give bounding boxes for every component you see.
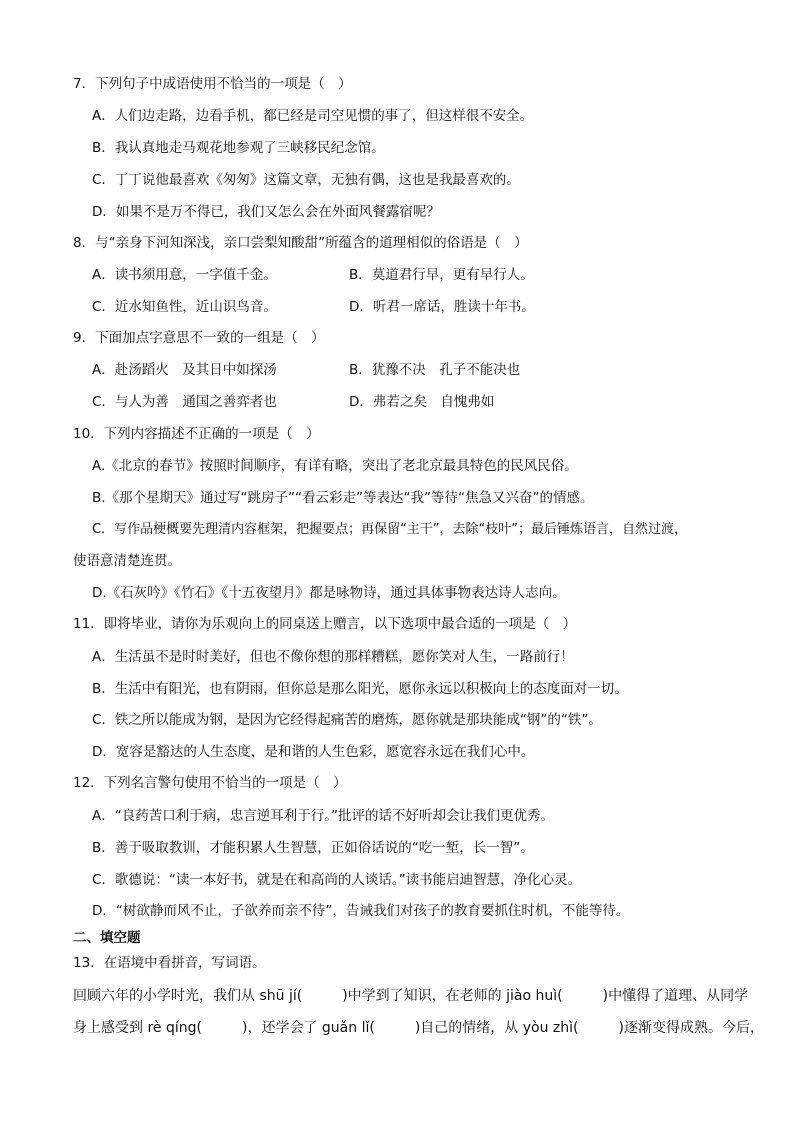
question-8-option-c: C．近水知鱼性，近山识鸟音。 (92, 299, 277, 315)
question-13-stem: 13．在语境中看拼音，写词语。 (73, 955, 266, 971)
question-10-option-b: B.《那个星期天》通过写“跳房子”“看云彩走”等表达“我”等待“焦急又兴奋”的情感。 (92, 490, 594, 506)
question-8-option-d: D．听君一席话，胜读十年书。 (349, 299, 535, 315)
question-7-option-b: B．我认真地走马观花地参观了三峡移民纪念馆。 (92, 140, 385, 156)
question-10-option-d: D.《石灰吟》《竹石》《十五夜望月》都是咏物诗，通过具体事物表达诗人志向。 (92, 585, 566, 601)
question-10-option-c: C．写作品梗概要先理清内容框架，把握要点；再保留“主干”，去除“枝叶”；最后锤炼语言，自然过渡， (92, 522, 688, 537)
section-heading-fill-in: 二、填空题 (73, 930, 141, 946)
paragraph-text: 身上感受到 (73, 1020, 143, 1036)
paragraph-text: 中懂得了道理、从同学 (608, 988, 749, 1004)
paragraph-text: ，还学会了 (247, 1020, 318, 1036)
question-7-option-a: A．人们边走路，边看手机，都已经是司空见惯的事了，但这样很不安全。 (92, 108, 534, 124)
question-11-option-d: D．宽容是豁达的人生态度，是和谐的人生色彩，愿宽容永远在我们心中。 (92, 744, 535, 760)
question-7-option-d: D．如果不是万不得已，我们又怎么会在外面风餐露宿呢？ (92, 204, 440, 220)
question-13-paragraph-line-2: 身上感受到 rè qíng( )，还学会了 guǎn lǐ( )自己的情绪，从 yòu zhì( )逐渐变得成熟。今后， (73, 1020, 764, 1036)
pinyin-jiao-hui: jiào huì (506, 988, 558, 1004)
question-8-option-b: B．莫道君行早，更有早行人。 (349, 267, 534, 283)
question-12-stem: 12．下列名言警句使用不恰当的一项是（ ） (73, 775, 347, 791)
question-10-option-a: A.《北京的春节》按照时间顺序，有详有略，突出了老北京最具特色的民风民俗。 (92, 458, 578, 474)
question-12-option-b: B．善于吸取教训，才能积累人生智慧，正如俗话说的“吃一堑，长一智”。 (92, 840, 534, 856)
question-12-option-c: C．歌德说：“读一本好书，就是在和高尚的人谈话。”读书能启迪智慧，净化心灵。 (92, 872, 582, 888)
question-11-stem: 11．即将毕业，请你为乐观向上的同桌送上赠言，以下选项中最合适的一项是（ ） (73, 616, 577, 632)
question-12-option-d: D．“树欲静而风不止，子欲养而亲不待”，告诫我们对孩子的教育要抓住时机，不能等待。 (92, 903, 630, 919)
pinyin-you-zhi: yòu zhì (522, 1020, 574, 1036)
question-13-paragraph-line-1: 回顾六年的小学时光，我们从 shū jí( )中学到了知识，在老师的 jiào huì( )中懂得了道理、从同学 (73, 988, 749, 1004)
question-8-stem: 8．与“亲身下河知深浅，亲口尝梨知酸甜”所蕴含的道理相似的俗语是（ ） (73, 235, 528, 251)
pinyin-guan-li: guǎn lǐ (321, 1020, 370, 1036)
question-12-option-a: A．“良药苦口利于病，忠言逆耳利于行。”批评的话不好听却会让我们更优秀。 (92, 808, 554, 824)
question-10-option-c-continued: 使语意清楚连贯。 (73, 553, 181, 569)
question-9-option-c: C．与人为善 通国之善弈者也 (92, 394, 277, 410)
paragraph-text: 逐渐变得成熟。今后， (623, 1020, 764, 1036)
question-8-option-a: A．读书须用意，一字值千金。 (92, 267, 277, 283)
question-9-option-d: D．弗若之矣 自愧弗如 (349, 394, 495, 410)
question-9-option-b: B．犹豫不决 孔子不能决也 (349, 362, 521, 378)
question-11-option-c: C．铁之所以能成为钢，是因为它经得起痛苦的磨炼，愿你就是那块能成“钢”的“铁”。 (92, 712, 602, 728)
question-9-stem: 9．下面加点字意思不一致的一组是（ ） (73, 330, 325, 346)
question-10-stem: 10．下列内容描述不正确的一项是（ ） (73, 426, 320, 442)
question-7-option-c: C．丁丁说他最喜欢《匆匆》这篇文章，无独有偶，这也是我最喜欢的。 (92, 172, 520, 188)
question-11-option-b: B．生活中有阳光，也有阴雨，但你总是那么阳光，愿你永远以积极向上的态度面对一切。 (92, 681, 628, 697)
pinyin-re-qing: rè qíng (147, 1020, 197, 1036)
pinyin-shu-ji: shū jí (259, 988, 297, 1004)
paragraph-text: 回顾六年的小学时光，我们从 (73, 988, 255, 1004)
question-7-stem: 7．下列句子中成语使用不恰当的一项是（ ） (73, 76, 352, 92)
question-9-option-a: A．赴汤蹈火 及其日中如探汤 (92, 362, 277, 378)
paragraph-text: 中学到了知识，在老师的 (347, 988, 502, 1004)
question-11-option-a: A．生活虽不是时时美好，但也不像你想的那样糟糕，愿你笑对人生，一路前行！ (92, 649, 574, 665)
paragraph-text: 自己的情绪，从 (420, 1020, 519, 1036)
